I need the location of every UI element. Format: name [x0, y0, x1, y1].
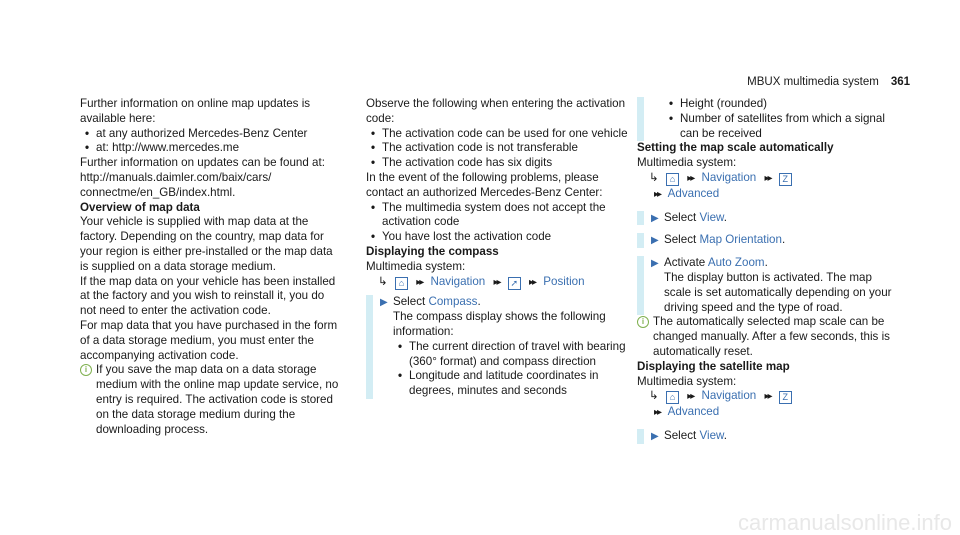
bullet-list	[393, 340, 628, 399]
bullet-list	[366, 127, 628, 171]
instruction-step: ▶ Select View.	[637, 211, 899, 226]
list-item: • You have lost the activation code	[366, 230, 628, 245]
list-item: • at: http://www.mercedes.me	[80, 141, 342, 156]
info-icon: i	[80, 364, 92, 376]
list-item: • The current direction of travel with bearing (360° format) and compass direction	[393, 340, 628, 370]
instruction-step: ▶ Select Map Orientation.	[637, 233, 899, 248]
home-icon: ⌂	[395, 277, 408, 290]
double-chevron-icon: ▸▸	[654, 188, 661, 200]
double-chevron-icon: ▸▸	[687, 391, 694, 403]
link-map-orientation: Map Orientation	[699, 233, 782, 247]
triangle-arrow-icon: ▶	[380, 297, 388, 309]
paragraph: Further information on updates can be found at: http://manuals.daimler.com/baix/cars/ connectme/en_GB/index.html.	[80, 156, 325, 199]
paragraph: Your vehicle is supplied with map data at the factory. Depending on the country, map data for your region is either pre-installed or the map data is supplied on a data storage medium.	[80, 215, 333, 273]
paragraph: Further information on online map updates is available here:	[80, 97, 311, 125]
paragraph: If the map data on your vehicle has been installed at the factory and you wish to reinstall it, you do not need to enter the activation code.	[80, 274, 336, 318]
menu-path	[637, 171, 899, 203]
column-1	[80, 97, 342, 437]
triangle-arrow-icon: ▶	[651, 235, 659, 247]
double-chevron-icon: ▸▸	[687, 172, 694, 184]
list-item: • Number of satellites from which a signal can be received	[664, 112, 899, 142]
paragraph: The display button is activated. The map scale is set automatically depending on your driving speed and the type of road.	[664, 270, 892, 314]
hook-arrow-icon: ↳	[649, 170, 659, 184]
menu-item-navigation: Navigation	[701, 170, 757, 184]
list-item: • at any authorized Mercedes-Benz Center	[80, 127, 342, 142]
info-note: i The automatically selected map scale can be changed manually. After a few seconds, this is automatically reset.	[637, 315, 899, 359]
header-title: MBUX multimedia system	[747, 76, 879, 88]
list-item: • The activation code has six digits	[366, 156, 628, 171]
paragraph: The compass display shows the following information:	[393, 310, 606, 338]
list-item: • The multimedia system does not accept the activation code	[366, 201, 628, 231]
page-number: 361	[890, 76, 910, 88]
section-heading: Setting the map scale automatically	[637, 141, 834, 155]
info-note: i If you save the map data on a data storage medium with the online map update service, no entry is required. The activation code is stored on the data storage medium during the downloading process.	[80, 363, 342, 437]
satellite-pin-icon: ➚	[508, 277, 521, 290]
settings-z-icon: Z	[779, 173, 792, 186]
section-heading: Displaying the compass	[366, 244, 499, 258]
link-view: View	[699, 210, 724, 224]
link-auto-zoom: Auto Zoom	[707, 256, 765, 270]
triangle-arrow-icon: ▶	[651, 258, 659, 270]
link-view: View	[699, 428, 724, 442]
menu-path	[637, 389, 899, 421]
system-label: Multimedia system:	[637, 374, 737, 388]
hook-arrow-icon: ↳	[649, 389, 659, 403]
triangle-arrow-icon: ▶	[651, 430, 659, 442]
list-item: • The activation code is not transferable	[366, 141, 628, 156]
hook-arrow-icon: ↳	[378, 274, 388, 288]
double-chevron-icon: ▸▸	[493, 276, 500, 288]
page-header	[747, 75, 910, 90]
section-heading: Overview of map data	[80, 200, 200, 214]
system-label: Multimedia system:	[366, 259, 466, 273]
continued-step	[637, 97, 899, 141]
paragraph: For map data that you have purchased in the form of a data storage medium, you must enter the accompanying activation code.	[80, 318, 338, 362]
home-icon: ⌂	[666, 173, 679, 186]
menu-item-advanced: Advanced	[667, 186, 720, 200]
menu-item-position: Position	[543, 274, 585, 288]
system-label: Multimedia system:	[637, 156, 737, 170]
list-item: • Height (rounded)	[664, 97, 899, 112]
bullet-list	[80, 127, 342, 157]
instruction-step: ▶ Select View.	[637, 429, 899, 444]
column-3	[637, 97, 899, 444]
menu-path	[366, 275, 628, 291]
bullet-list	[366, 201, 628, 245]
menu-item-navigation: Navigation	[430, 274, 486, 288]
home-icon: ⌂	[666, 391, 679, 404]
double-chevron-icon: ▸▸	[529, 276, 536, 288]
paragraph: Observe the following when entering the activation code:	[366, 97, 626, 125]
menu-item-advanced: Advanced	[667, 405, 720, 419]
link-compass: Compass	[428, 295, 478, 309]
info-icon: i	[637, 316, 649, 328]
double-chevron-icon: ▸▸	[764, 172, 771, 184]
watermark: carmanualsonline.info	[737, 510, 952, 535]
section-heading: Displaying the satellite map	[637, 359, 790, 373]
double-chevron-icon: ▸▸	[764, 391, 771, 403]
list-item: • Longitude and latitude coordinates in degrees, minutes and seconds	[393, 369, 628, 399]
paragraph: In the event of the following problems, please contact an authorized Mercedes-Benz Center:	[366, 170, 603, 199]
double-chevron-icon: ▸▸	[654, 407, 661, 419]
instruction-step: ▶ Activate Auto Zoom. The display button is activated. The map scale is set automatically depending on your driving speed and the type of road.	[637, 256, 899, 315]
menu-item-navigation: Navigation	[701, 389, 757, 403]
instruction-step: ▶ Select Compass. The compass display shows the following information: • The current direction of travel with bearing (360° format) and compass direction • Longitude and latitude coordinates in degrees, minutes and seconds	[366, 295, 628, 399]
bullet-list	[664, 97, 899, 141]
list-item: • The activation code can be used for one vehicle	[366, 127, 628, 142]
column-2	[366, 97, 628, 399]
settings-z-icon: Z	[779, 391, 792, 404]
triangle-arrow-icon: ▶	[651, 212, 659, 224]
double-chevron-icon: ▸▸	[416, 276, 423, 288]
